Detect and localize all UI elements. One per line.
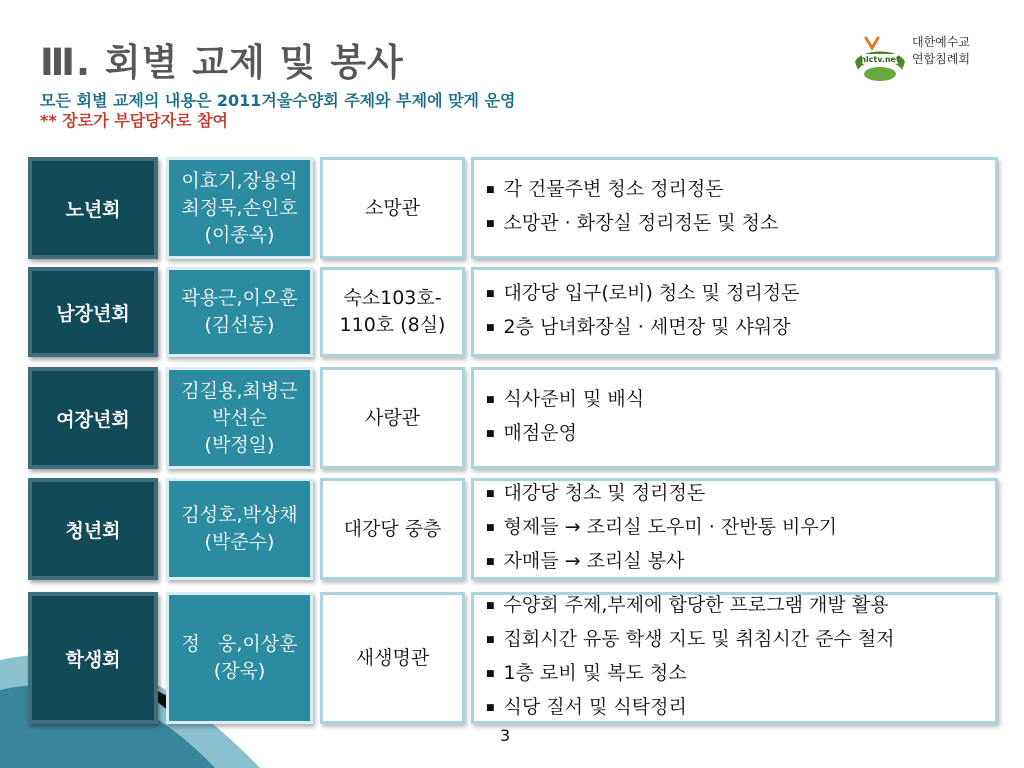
leader-line: 김성호,박상채 [181, 504, 298, 526]
place-line: 대강당 중층 [343, 517, 442, 540]
table-row [28, 267, 998, 357]
place-line: 새생명관 [355, 646, 430, 669]
group-cell: 여장년회 [28, 367, 158, 469]
leader-line: 정 웅,이상훈 [181, 633, 298, 655]
group-cell: 학생회 [28, 592, 158, 724]
place-cell [320, 592, 465, 724]
task-item: ■ 각 건물주변 청소 정리정돈 [486, 174, 778, 208]
table-row [28, 478, 998, 580]
task-item: ■ 소망관 · 화장실 정리정돈 및 청소 [486, 208, 778, 242]
leader-line: (박정일) [204, 433, 275, 456]
place-cell [320, 267, 465, 357]
leader-line: 곽용근,이오훈 [181, 287, 298, 309]
org-line-2: 연합침례회 [912, 52, 970, 66]
leader-line: (김선동) [204, 314, 275, 336]
task-list [486, 384, 644, 452]
task-item: ■ 1층 로비 및 복도 청소 [486, 658, 895, 692]
leader-line: 이효기,장용익 [181, 169, 298, 192]
task-item: ■ 형제들 → 조리실 도우미 · 잔반통 비우기 [486, 512, 837, 546]
org-line-1: 대한예수교 [912, 35, 970, 49]
task-item: ■ 식사준비 및 배식 [486, 384, 644, 418]
leaders-cell [166, 157, 313, 259]
task-item: ■ 대강당 입구(로비) 청소 및 정리정돈 [486, 278, 799, 312]
task-item: ■ 2층 남녀화장실 · 세면장 및 샤워장 [486, 312, 799, 346]
place-line: 110호 (8실) [339, 314, 446, 336]
leader-line: (박준수) [204, 531, 275, 553]
organization-name [912, 34, 970, 68]
tasks-cell [471, 157, 998, 259]
task-item: ■ 대강당 청소 및 정리정돈 [486, 478, 837, 512]
leaders-cell [166, 592, 313, 724]
group-cell: 남장년회 [28, 267, 158, 357]
elder-note: ** 장로가 부담당자로 참여 [40, 111, 229, 130]
leader-line: 최정묵,손인호 [181, 196, 298, 219]
task-item: ■ 자매들 → 조리실 봉사 [486, 546, 837, 580]
place-line: 사랑관 [364, 406, 421, 429]
tasks-cell [471, 478, 998, 580]
place-cell [320, 367, 465, 469]
leader-line: 김길용,최병근 [181, 379, 298, 402]
tasks-cell [471, 367, 998, 469]
place-line: 숙소103호- [343, 287, 442, 309]
place-cell [320, 157, 465, 259]
task-item: ■ 매점운영 [486, 418, 644, 452]
place-line: 소망관 [364, 196, 421, 219]
slide-subtitle: 모든 회별 교제의 내용은 2011겨울수양회 주제와 부제에 맞게 운영 [40, 91, 516, 110]
leaders-cell [166, 267, 313, 357]
slide-title: Ⅲ. 회별 교제 및 봉사 [40, 41, 404, 84]
church-logo-icon [852, 32, 908, 88]
group-cell: 청년회 [28, 478, 158, 580]
table-row [28, 157, 998, 259]
tasks-cell [471, 267, 998, 357]
table-row [28, 592, 998, 724]
page-number: 3 [500, 726, 511, 745]
leader-line: (이종옥) [204, 223, 275, 246]
task-list [486, 278, 799, 346]
tasks-cell [471, 592, 998, 724]
task-list [486, 478, 837, 580]
leader-line: (장욱) [213, 660, 266, 682]
task-item: ■ 집회시간 유동 학생 지도 및 취침시간 준수 철저 [486, 624, 895, 658]
group-cell: 노년회 [28, 157, 158, 259]
leaders-cell [166, 367, 313, 469]
task-item: ■ 수양회 주제,부제에 합당한 프로그램 개발 활용 [486, 590, 895, 624]
task-item: ■ 식당 질서 및 식탁정리 [486, 692, 895, 726]
table-row [28, 367, 998, 469]
leaders-cell [166, 478, 313, 580]
leader-line: 박선순 [211, 406, 268, 429]
place-cell [320, 478, 465, 580]
task-list [486, 174, 778, 242]
task-list [486, 590, 895, 726]
logo-text: nlctv.net [860, 55, 900, 64]
